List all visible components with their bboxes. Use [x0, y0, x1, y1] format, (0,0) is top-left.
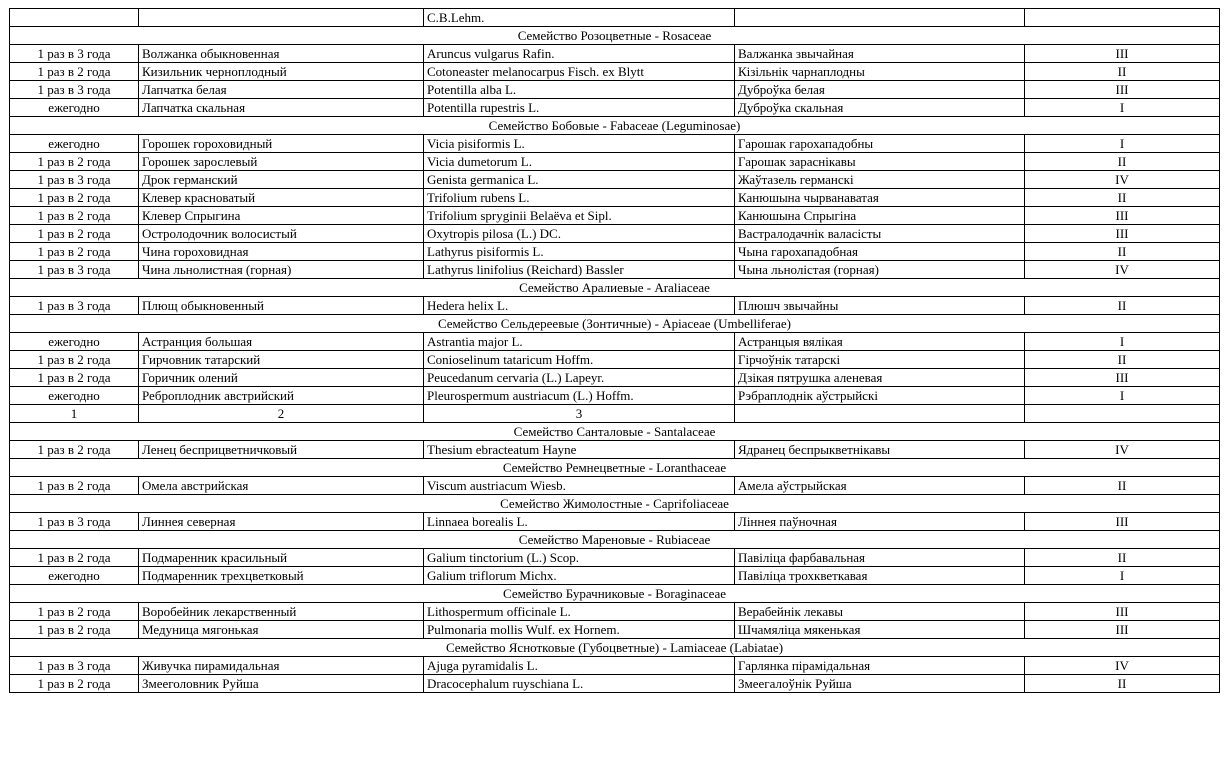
latin-name-cell: C.B.Lehm.	[424, 9, 735, 27]
belarusian-name-cell: Верабейнік лекавы	[735, 603, 1025, 621]
latin-name-cell: Vicia pisiformis L.	[424, 135, 735, 153]
russian-name-cell: Горошек гороховидный	[139, 135, 424, 153]
belarusian-name-cell: Дуброўка белая	[735, 81, 1025, 99]
belarusian-name-cell: Канюшына чырванаватая	[735, 189, 1025, 207]
species-row	[10, 513, 1220, 531]
species-row	[10, 477, 1220, 495]
latin-name-cell: Dracocephalum ruyschiana L.	[424, 675, 735, 693]
species-row	[10, 261, 1220, 279]
protection-category-cell: IV	[1025, 657, 1220, 675]
survey-frequency-cell: 1 раз в 2 года	[10, 153, 139, 171]
russian-name-cell: Лапчатка скальная	[139, 99, 424, 117]
species-row	[10, 207, 1220, 225]
species-row	[10, 351, 1220, 369]
survey-frequency-cell: 1 раз в 2 года	[10, 243, 139, 261]
survey-frequency-cell: ежегодно	[10, 567, 139, 585]
family-header-cell: Семейство Санталовые - Santalaceae	[10, 423, 1220, 441]
species-row	[10, 333, 1220, 351]
protection-category-cell: II	[1025, 297, 1220, 315]
survey-frequency-cell: ежегодно	[10, 333, 139, 351]
species-row	[10, 675, 1220, 693]
protection-category-cell: II	[1025, 189, 1220, 207]
latin-name-cell: Pulmonaria mollis Wulf. ex Hornem.	[424, 621, 735, 639]
species-row	[10, 441, 1220, 459]
belarusian-name-cell: Жаўтазель германскі	[735, 171, 1025, 189]
protection-category-cell: IV	[1025, 171, 1220, 189]
latin-name-cell: Lathyrus pisiformis L.	[424, 243, 735, 261]
family-header-row	[10, 279, 1220, 297]
family-header-cell: Семейство Жимолостные - Caprifoliaceae	[10, 495, 1220, 513]
russian-name-cell: Плющ обыкновенный	[139, 297, 424, 315]
latin-name-cell: Astrantia major L.	[424, 333, 735, 351]
species-row	[10, 63, 1220, 81]
species-row	[10, 153, 1220, 171]
latin-name-cell: Vicia dumetorum L.	[424, 153, 735, 171]
latin-name-cell: Genista germanica L.	[424, 171, 735, 189]
species-row	[10, 225, 1220, 243]
survey-frequency-cell: 1 раз в 2 года	[10, 603, 139, 621]
family-header-cell: Семейство Сельдереевые (Зонтичные) - Apiaceae (Umbelliferae)	[10, 315, 1220, 333]
survey-frequency-cell: 1 раз в 2 года	[10, 621, 139, 639]
russian-name-cell: Горошек зарослевый	[139, 153, 424, 171]
survey-frequency-cell: 1 раз в 2 года	[10, 441, 139, 459]
protection-category-cell: II	[1025, 351, 1220, 369]
belarusian-name-cell: Канюшына Спрыгіна	[735, 207, 1025, 225]
russian-name-cell: Гирчовник татарский	[139, 351, 424, 369]
family-header-row	[10, 315, 1220, 333]
belarusian-name-cell: Вастралодачнік валасісты	[735, 225, 1025, 243]
column-number-2: 2	[139, 405, 424, 423]
survey-frequency-cell: 1 раз в 2 года	[10, 549, 139, 567]
russian-name-cell: Дрок германский	[139, 171, 424, 189]
russian-name-cell: Чина льнолистная (горная)	[139, 261, 424, 279]
survey-frequency-cell: 1 раз в 2 года	[10, 189, 139, 207]
species-table-sheet	[9, 8, 1220, 693]
belarusian-name-cell: Гірчоўнік татарскі	[735, 351, 1025, 369]
belarusian-name-cell: Шчамяліца мякенькая	[735, 621, 1025, 639]
russian-name-cell: Подмаренник красильный	[139, 549, 424, 567]
belarusian-name-cell: Змеегалоўнік Руйша	[735, 675, 1025, 693]
protection-category-cell: III	[1025, 513, 1220, 531]
family-header-cell: Семейство Бурачниковые - Boraginaceae	[10, 585, 1220, 603]
protection-category-cell: II	[1025, 153, 1220, 171]
species-row	[10, 135, 1220, 153]
species-row	[10, 549, 1220, 567]
russian-name-cell: Кизильник черноплодный	[139, 63, 424, 81]
survey-frequency-cell: 1 раз в 2 года	[10, 207, 139, 225]
latin-name-cell: Peucedanum cervaria (L.) Lapeyr.	[424, 369, 735, 387]
species-row	[10, 603, 1220, 621]
survey-frequency-cell: 1 раз в 3 года	[10, 513, 139, 531]
species-row	[10, 81, 1220, 99]
protection-category-cell: II	[1025, 63, 1220, 81]
survey-frequency-cell: 1 раз в 2 года	[10, 477, 139, 495]
latin-name-cell: Potentilla alba L.	[424, 81, 735, 99]
belarusian-name-cell: Плюшч звычайны	[735, 297, 1025, 315]
survey-frequency-cell	[10, 9, 139, 27]
species-row	[10, 171, 1220, 189]
belarusian-name-cell: Дзікая пятрушка аленевая	[735, 369, 1025, 387]
species-row	[10, 369, 1220, 387]
protection-category-cell: III	[1025, 81, 1220, 99]
russian-name-cell: Живучка пирамидальная	[139, 657, 424, 675]
russian-name-cell: Воробейник лекарственный	[139, 603, 424, 621]
protection-category-cell: III	[1025, 207, 1220, 225]
belarusian-name-cell: Астранцыя вялікая	[735, 333, 1025, 351]
table-body	[10, 9, 1220, 693]
russian-name-cell: Горичник олений	[139, 369, 424, 387]
belarusian-name-cell: Гарошак зараснікавы	[735, 153, 1025, 171]
russian-name-cell: Ленец бесприцветничковый	[139, 441, 424, 459]
survey-frequency-cell: ежегодно	[10, 387, 139, 405]
family-header-cell: Семейство Розоцветные - Rosaceae	[10, 27, 1220, 45]
russian-name-cell	[139, 9, 424, 27]
latin-name-cell: Galium triflorum Michx.	[424, 567, 735, 585]
belarusian-name-cell: Валжанка звычайная	[735, 45, 1025, 63]
latin-name-cell: Lathyrus linifolius (Reichard) Bassler	[424, 261, 735, 279]
family-header-row	[10, 639, 1220, 657]
protection-category-cell: III	[1025, 225, 1220, 243]
family-header-row	[10, 27, 1220, 45]
belarusian-name-cell: Ядранец беспрыкветнікавы	[735, 441, 1025, 459]
survey-frequency-cell: 1 раз в 3 года	[10, 45, 139, 63]
russian-name-cell: Лапчатка белая	[139, 81, 424, 99]
survey-frequency-cell: 1 раз в 3 года	[10, 261, 139, 279]
family-header-cell: Семейство Мареновые - Rubiaceae	[10, 531, 1220, 549]
russian-name-cell: Волжанка обыкновенная	[139, 45, 424, 63]
family-header-cell: Семейство Яснотковые (Губоцветные) - Lamiaceae (Labiatae)	[10, 639, 1220, 657]
column-numbers-row	[10, 405, 1220, 423]
family-header-cell: Семейство Аралиевые - Araliaceae	[10, 279, 1220, 297]
latin-name-cell: Aruncus vulgarus Rafin.	[424, 45, 735, 63]
latin-name-cell: Cotoneaster melanocarpus Fisch. ex Blytt	[424, 63, 735, 81]
latin-name-cell: Potentilla rupestris L.	[424, 99, 735, 117]
survey-frequency-cell: 1 раз в 3 года	[10, 171, 139, 189]
belarusian-name-cell: Ліннея паўночная	[735, 513, 1025, 531]
species-row	[10, 621, 1220, 639]
protection-category-cell: III	[1025, 621, 1220, 639]
family-header-row	[10, 531, 1220, 549]
family-header-row	[10, 585, 1220, 603]
russian-name-cell: Подмаренник трехцветковый	[139, 567, 424, 585]
species-row	[10, 243, 1220, 261]
column-number-3: 3	[424, 405, 735, 423]
survey-frequency-cell: 1 раз в 3 года	[10, 657, 139, 675]
species-row	[10, 45, 1220, 63]
species-row	[10, 567, 1220, 585]
belarusian-name-cell: Павіліца фарбавальная	[735, 549, 1025, 567]
survey-frequency-cell: 1 раз в 2 года	[10, 369, 139, 387]
protection-category-cell	[1025, 9, 1220, 27]
species-row	[10, 297, 1220, 315]
russian-name-cell: Линнея северная	[139, 513, 424, 531]
russian-name-cell: Астранция большая	[139, 333, 424, 351]
protection-category-cell: III	[1025, 603, 1220, 621]
russian-name-cell: Клевер красноватый	[139, 189, 424, 207]
russian-name-cell: Змееголовник Руйша	[139, 675, 424, 693]
protected-species-table	[9, 8, 1220, 693]
latin-name-cell: Thesium ebracteatum Hayne	[424, 441, 735, 459]
belarusian-name-cell	[735, 9, 1025, 27]
survey-frequency-cell: 1 раз в 2 года	[10, 63, 139, 81]
protection-category-cell: III	[1025, 369, 1220, 387]
survey-frequency-cell: ежегодно	[10, 99, 139, 117]
protection-category-cell: II	[1025, 675, 1220, 693]
family-header-cell: Семейство Ремнецветные - Loranthaceae	[10, 459, 1220, 477]
protection-category-cell: I	[1025, 333, 1220, 351]
column-number-5-empty	[1025, 405, 1220, 423]
russian-name-cell: Остролодочник волосистый	[139, 225, 424, 243]
protection-category-cell: I	[1025, 99, 1220, 117]
protection-category-cell: II	[1025, 243, 1220, 261]
belarusian-name-cell: Гарошак гарохападобны	[735, 135, 1025, 153]
survey-frequency-cell: 1 раз в 3 года	[10, 81, 139, 99]
protection-category-cell: III	[1025, 45, 1220, 63]
russian-name-cell: Чина гороховидная	[139, 243, 424, 261]
belarusian-name-cell: Чына гарохападобная	[735, 243, 1025, 261]
family-header-row	[10, 423, 1220, 441]
russian-name-cell: Омела австрийская	[139, 477, 424, 495]
protection-category-cell: IV	[1025, 261, 1220, 279]
russian-name-cell: Клевер Спрыгина	[139, 207, 424, 225]
belarusian-name-cell: Гарлянка пірамідальная	[735, 657, 1025, 675]
latin-name-cell: Viscum austriacum Wiesb.	[424, 477, 735, 495]
russian-name-cell: Реброплодник австрийский	[139, 387, 424, 405]
survey-frequency-cell: 1 раз в 2 года	[10, 351, 139, 369]
family-header-cell: Семейство Бобовые - Fabaceae (Leguminosae)	[10, 117, 1220, 135]
protection-category-cell: II	[1025, 549, 1220, 567]
survey-frequency-cell: 1 раз в 2 года	[10, 225, 139, 243]
family-header-row	[10, 459, 1220, 477]
latin-name-cell: Oxytropis pilosa (L.) DC.	[424, 225, 735, 243]
latin-name-cell: Trifolium spryginii Belaëva et Sipl.	[424, 207, 735, 225]
belarusian-name-cell: Рэбраплоднік аўстрыйскі	[735, 387, 1025, 405]
family-header-row	[10, 117, 1220, 135]
belarusian-name-cell: Амела аўстрыйская	[735, 477, 1025, 495]
species-row	[10, 657, 1220, 675]
belarusian-name-cell: Павіліца трохкветкавая	[735, 567, 1025, 585]
survey-frequency-cell: 1 раз в 2 года	[10, 675, 139, 693]
latin-name-cell: Lithospermum officinale L.	[424, 603, 735, 621]
russian-name-cell: Медуница мягонькая	[139, 621, 424, 639]
belarusian-name-cell: Чына льнолістая (горная)	[735, 261, 1025, 279]
belarusian-name-cell: Кізільнік чарнаплодны	[735, 63, 1025, 81]
column-number-1: 1	[10, 405, 139, 423]
survey-frequency-cell: 1 раз в 3 года	[10, 297, 139, 315]
latin-name-cell: Hedera helix L.	[424, 297, 735, 315]
protection-category-cell: IV	[1025, 441, 1220, 459]
latin-name-cell: Pleurospermum austriacum (L.) Hoffm.	[424, 387, 735, 405]
latin-name-cell: Galium tinctorium (L.) Scop.	[424, 549, 735, 567]
latin-name-cell: Linnaea borealis L.	[424, 513, 735, 531]
belarusian-name-cell: Дуброўка скальная	[735, 99, 1025, 117]
protection-category-cell: I	[1025, 135, 1220, 153]
latin-name-cell: Trifolium rubens L.	[424, 189, 735, 207]
survey-frequency-cell: ежегодно	[10, 135, 139, 153]
latin-name-cell: Ajuga pyramidalis L.	[424, 657, 735, 675]
family-header-row	[10, 495, 1220, 513]
column-number-4-empty	[735, 405, 1025, 423]
species-row	[10, 189, 1220, 207]
latin-name-cell: Conioselinum tataricum Hoffm.	[424, 351, 735, 369]
species-row	[10, 387, 1220, 405]
species-row	[10, 99, 1220, 117]
species-row	[10, 9, 1220, 27]
protection-category-cell: I	[1025, 567, 1220, 585]
protection-category-cell: I	[1025, 387, 1220, 405]
protection-category-cell: II	[1025, 477, 1220, 495]
